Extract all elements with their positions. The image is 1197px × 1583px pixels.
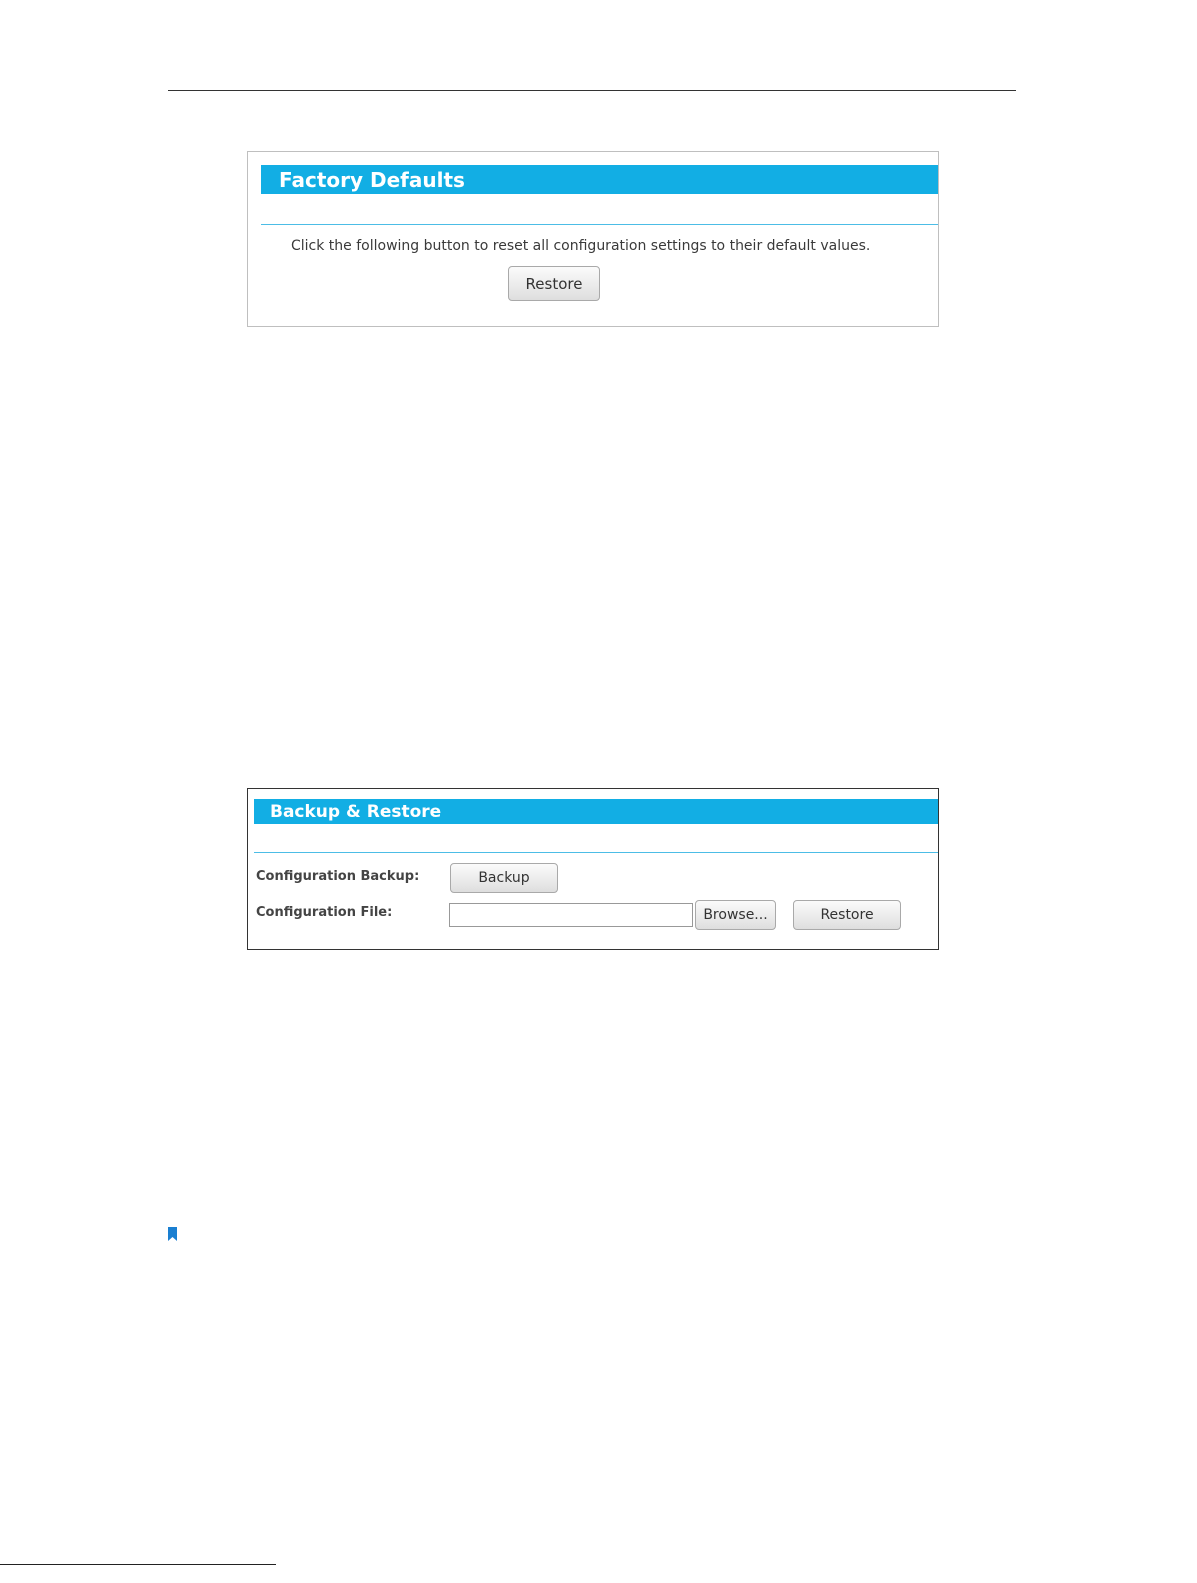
factory-defaults-divider xyxy=(261,224,938,225)
backup-restore-title: Backup & Restore xyxy=(254,799,938,824)
config-backup-label: Configuration Backup: xyxy=(256,869,420,884)
config-file-label: Configuration File: xyxy=(256,905,393,920)
factory-defaults-panel xyxy=(247,151,939,327)
factory-defaults-title: Factory Defaults xyxy=(261,165,938,194)
restore-config-button[interactable]: Restore xyxy=(793,900,901,930)
backup-restore-panel xyxy=(247,788,939,950)
factory-defaults-description: Click the following button to reset all configuration settings to their default values. xyxy=(291,238,871,254)
restore-defaults-button[interactable]: Restore xyxy=(508,266,600,301)
header-rule xyxy=(168,90,1016,91)
config-file-input[interactable] xyxy=(449,903,693,927)
backup-button[interactable]: Backup xyxy=(450,863,558,893)
footer-rule xyxy=(0,1564,276,1565)
backup-restore-divider xyxy=(254,852,938,853)
browse-button[interactable]: Browse... xyxy=(695,900,776,930)
bookmark-icon xyxy=(168,1227,177,1241)
